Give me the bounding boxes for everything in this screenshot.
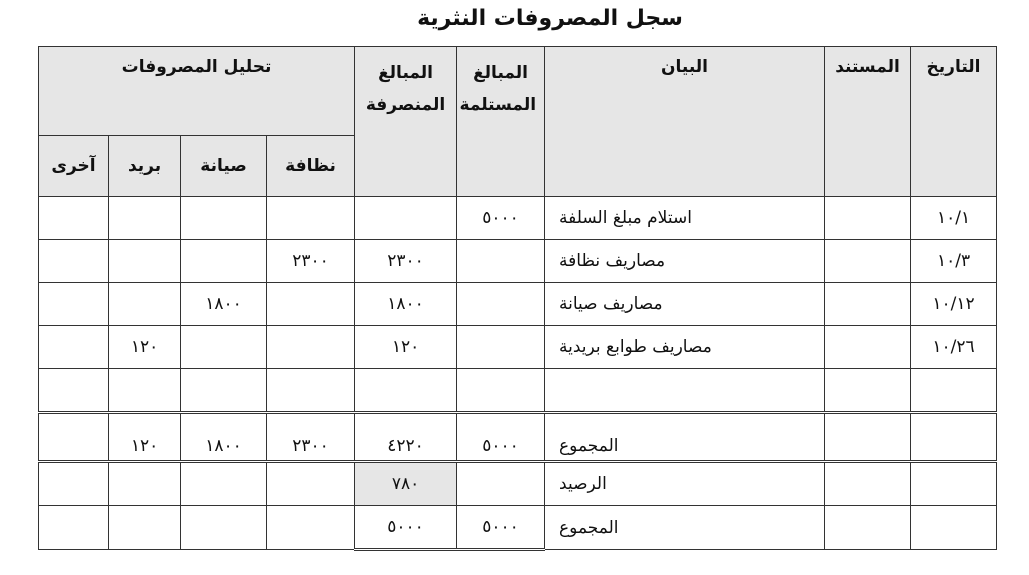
- postage-cell: [109, 462, 181, 506]
- balance-received: [457, 462, 545, 506]
- header-received: المبالغ المستلمة: [457, 47, 545, 197]
- received-cell: [457, 283, 545, 326]
- grand-total-received: ٥٠٠٠: [457, 506, 545, 550]
- postage-cell: ١٢٠: [109, 326, 181, 369]
- cleaning-cell: [267, 369, 355, 413]
- cleaning-cell: [267, 462, 355, 506]
- postage-cell: [109, 240, 181, 283]
- total-label: المجموع: [545, 413, 825, 462]
- description-cell: استلام مبلغ السلفة: [545, 197, 825, 240]
- postage-cell: [109, 369, 181, 413]
- postage-cell: [109, 197, 181, 240]
- date-cell: [911, 369, 997, 413]
- received-cell: [457, 326, 545, 369]
- balance-label: الرصيد: [545, 462, 825, 506]
- description-cell: [545, 369, 825, 413]
- date-cell: [911, 462, 997, 506]
- grand-total-label: المجموع: [545, 506, 825, 550]
- other-cell: [39, 462, 109, 506]
- description-cell: مصاريف صيانة: [545, 283, 825, 326]
- date-cell: [911, 506, 997, 550]
- maintenance-cell: [181, 197, 267, 240]
- maintenance-cell: [181, 369, 267, 413]
- header-other: آخرى: [39, 136, 109, 197]
- cleaning-cell: [267, 283, 355, 326]
- table-row: [39, 326, 997, 369]
- table-row: [39, 283, 997, 326]
- maintenance-cell: [181, 240, 267, 283]
- maintenance-cell: [181, 506, 267, 550]
- petty-cash-ledger-table: [38, 46, 997, 551]
- table-row: [39, 369, 997, 413]
- document-cell: [825, 283, 911, 326]
- table-row: [39, 240, 997, 283]
- balance-row: [39, 462, 997, 506]
- grand-total-spent: ٥٠٠٠: [355, 506, 457, 550]
- other-cell: [39, 369, 109, 413]
- received-cell: [457, 240, 545, 283]
- date-cell: ١٠/١: [911, 197, 997, 240]
- header-document: المستند: [825, 47, 911, 197]
- spent-cell: ٢٣٠٠: [355, 240, 457, 283]
- document-cell: [825, 462, 911, 506]
- cleaning-cell: [267, 506, 355, 550]
- document-cell: [825, 240, 911, 283]
- document-cell: [825, 197, 911, 240]
- date-cell: ١٠/٣: [911, 240, 997, 283]
- header-spent: المبالغ المنصرفة: [355, 47, 457, 197]
- total-other: [39, 413, 109, 462]
- page-title: سجل المصروفات النثرية: [417, 6, 683, 31]
- header-expense-analysis: تحليل المصروفات: [39, 47, 355, 136]
- total-cleaning: ٢٣٠٠: [267, 413, 355, 462]
- other-cell: [39, 506, 109, 550]
- document-cell: [825, 369, 911, 413]
- spent-cell: [355, 369, 457, 413]
- other-cell: [39, 283, 109, 326]
- received-cell: [457, 369, 545, 413]
- date-cell: [911, 413, 997, 462]
- total-spent: ٤٢٢٠: [355, 413, 457, 462]
- header-date: التاريخ: [911, 47, 997, 197]
- document-cell: [825, 326, 911, 369]
- total-received: ٥٠٠٠: [457, 413, 545, 462]
- balance-spent: ٧٨٠: [355, 462, 457, 506]
- document-cell: [825, 413, 911, 462]
- header-description: البيان: [545, 47, 825, 197]
- maintenance-cell: [181, 462, 267, 506]
- other-cell: [39, 326, 109, 369]
- postage-cell: [109, 283, 181, 326]
- description-cell: مصاريف طوابع بريدية: [545, 326, 825, 369]
- other-cell: [39, 240, 109, 283]
- spent-cell: ١٨٠٠: [355, 283, 457, 326]
- description-cell: مصاريف نظافة: [545, 240, 825, 283]
- spent-cell: [355, 197, 457, 240]
- postage-cell: [109, 506, 181, 550]
- other-cell: [39, 197, 109, 240]
- cleaning-cell: ٢٣٠٠: [267, 240, 355, 283]
- total-row: [39, 413, 997, 462]
- received-cell: ٥٠٠٠: [457, 197, 545, 240]
- date-cell: ١٠/٢٦: [911, 326, 997, 369]
- document-cell: [825, 506, 911, 550]
- cleaning-cell: [267, 326, 355, 369]
- total-postage: ١٢٠: [109, 413, 181, 462]
- header-maintenance: صيانة: [181, 136, 267, 197]
- table-row: [39, 197, 997, 240]
- total-maintenance: ١٨٠٠: [181, 413, 267, 462]
- cleaning-cell: [267, 197, 355, 240]
- spent-cell: ١٢٠: [355, 326, 457, 369]
- date-cell: ١٠/١٢: [911, 283, 997, 326]
- grand-total-row: [39, 506, 997, 550]
- maintenance-cell: [181, 326, 267, 369]
- maintenance-cell: ١٨٠٠: [181, 283, 267, 326]
- header-cleaning: نظافة: [267, 136, 355, 197]
- header-postage: بريد: [109, 136, 181, 197]
